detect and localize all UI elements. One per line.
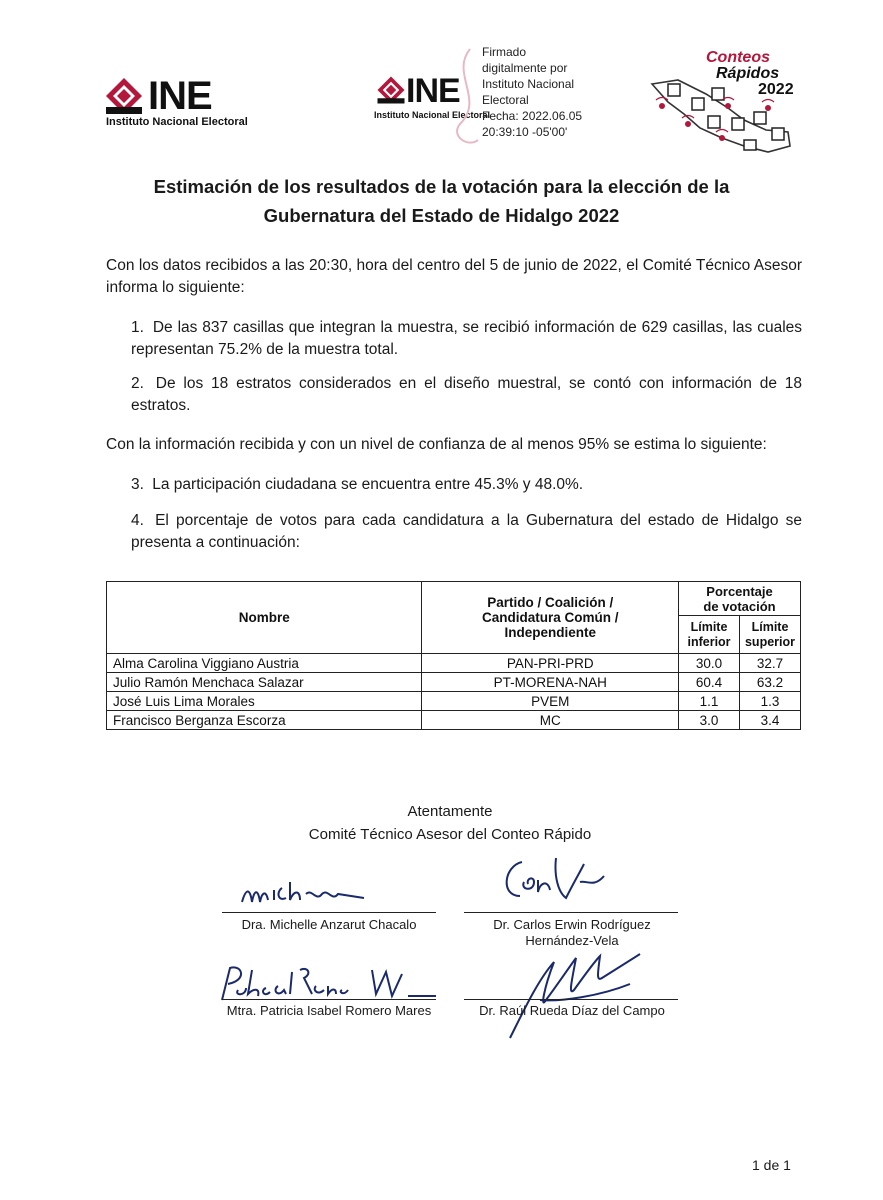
table-row xyxy=(107,673,801,692)
page-number: 1 de 1 xyxy=(752,1157,791,1173)
title-line: Estimación de los resultados de la votación para la elección de la xyxy=(153,176,730,197)
signature-time: 20:39:10 -05'00' xyxy=(482,125,568,139)
signatory-name-line: Dr. Raúl Rueda Díaz del Campo xyxy=(479,1003,665,1018)
list-item xyxy=(131,317,802,361)
title-line: Gubernatura del Estado de Hidalgo 2022 xyxy=(263,205,620,226)
signatory-name-line: Dra. Michelle Anzarut Chacalo xyxy=(241,917,417,932)
list-item xyxy=(131,510,802,554)
header-label: Nombre xyxy=(238,610,290,625)
ine-emblem-icon xyxy=(376,74,406,106)
cell-partido: PVEM xyxy=(422,692,679,711)
ine-wordmark: INE xyxy=(406,72,460,110)
header-label: Límite xyxy=(751,619,789,634)
header-partido xyxy=(422,582,679,654)
cell-partido: PT-MORENA-NAH xyxy=(422,673,679,692)
ine-subtitle: Instituto Nacional Electoral xyxy=(374,110,491,120)
list-item xyxy=(131,474,802,496)
header-label: Límite xyxy=(690,619,728,634)
document-title xyxy=(60,172,823,230)
conteos-year: 2022 xyxy=(758,81,794,98)
item-text: La participación ciudadana se encuentra entre 45.3% y 48.0%. xyxy=(152,476,584,493)
cell-superior: 63.2 xyxy=(740,673,801,692)
header-label: Porcentaje xyxy=(706,583,773,599)
ine-subtitle: Instituto Nacional Electoral xyxy=(106,116,248,128)
header-limite-superior xyxy=(740,616,801,654)
header-label: Partido / Coalición / xyxy=(487,595,614,610)
conteos-title: Conteos xyxy=(706,49,770,66)
closing-salutation: Atentamente xyxy=(407,803,493,820)
confidence-paragraph: Con la información recibida y con un nivel de confianza de al menos 95% se estima lo siguiente: xyxy=(106,436,767,453)
signature-date: Fecha: 2022.06.05 xyxy=(482,109,583,123)
cell-superior: 32.7 xyxy=(740,654,801,673)
results-table xyxy=(106,581,801,730)
conteos-rapidos-logo xyxy=(648,48,808,156)
table-row xyxy=(107,654,801,673)
item-text: De los 18 estratos considerados en el diseño muestral, se contó con información de 18 estratos. xyxy=(131,375,803,414)
ine-emblem-icon xyxy=(104,76,144,116)
signature-line: Instituto Nacional xyxy=(482,77,575,91)
item-number: 1. xyxy=(131,319,144,336)
header-nombre xyxy=(107,582,422,654)
handwritten-signature-icon xyxy=(236,868,376,918)
signatory-name-line: Dr. Carlos Erwin Rodríguez xyxy=(493,917,651,932)
header-porcentaje xyxy=(679,582,801,616)
header-label: Independiente xyxy=(504,625,596,640)
cell-partido: PAN-PRI-PRD xyxy=(422,654,679,673)
cell-nombre: Julio Ramón Menchaca Salazar xyxy=(107,673,422,692)
signature-rule xyxy=(222,912,436,913)
closing-block xyxy=(200,800,700,846)
handwritten-signature-icon xyxy=(494,852,614,912)
item-text: De las 837 casillas que integran la muestra, se recibió información de 629 casillas, las cuales representan 75.2% de la muestra total. xyxy=(131,319,803,358)
cell-inferior: 3.0 xyxy=(679,711,740,730)
signature-line: digitalmente por xyxy=(482,61,568,75)
signature-line: Electoral xyxy=(482,93,529,107)
item-number: 4. xyxy=(131,512,144,529)
signatory-name xyxy=(206,1003,452,1019)
signature-line: Firmado xyxy=(482,45,527,59)
cell-superior: 1.3 xyxy=(740,692,801,711)
signature-rule xyxy=(464,999,678,1000)
cell-superior: 3.4 xyxy=(740,711,801,730)
cell-inferior: 30.0 xyxy=(679,654,740,673)
cell-inferior: 60.4 xyxy=(679,673,740,692)
table-row xyxy=(107,692,801,711)
cell-nombre: Alma Carolina Viggiano Austria xyxy=(107,654,422,673)
item-text: El porcentaje de votos para cada candidatura a la Gubernatura del estado de Hidalgo se presenta a continuación: xyxy=(131,512,802,551)
item-number: 3. xyxy=(131,476,144,493)
signatory-name-line: Hernández-Vela xyxy=(525,933,619,948)
handwritten-signature-icon xyxy=(480,940,650,1044)
item-number: 2. xyxy=(131,375,144,392)
cell-partido: MC xyxy=(422,711,679,730)
signatory-name-line: Mtra. Patricia Isabel Romero Mares xyxy=(226,1003,432,1018)
cell-inferior: 1.1 xyxy=(679,692,740,711)
digital-signature-block xyxy=(482,44,612,140)
intro-paragraph: Con los datos recibidos a las 20:30, hora del centro del 5 de junio de 2022, el Comité Técnico Asesor informa lo siguiente: xyxy=(106,257,802,296)
header-label: inferior xyxy=(687,634,731,649)
ine-wordmark: INE xyxy=(148,74,212,118)
cell-nombre: José Luis Lima Morales xyxy=(107,692,422,711)
header-label: Candidatura Común / xyxy=(481,610,619,625)
header-label: de votación xyxy=(703,598,776,614)
conteos-subtitle: Rápidos xyxy=(716,65,780,82)
table-row xyxy=(107,711,801,730)
header-label: superior xyxy=(744,634,795,649)
signature-rule xyxy=(222,999,436,1000)
cell-nombre: Francisco Berganza Escorza xyxy=(107,711,422,730)
signatory-name xyxy=(212,917,446,933)
closing-committee: Comité Técnico Asesor del Conteo Rápido xyxy=(308,826,592,843)
header-limite-inferior xyxy=(679,616,740,654)
signatory-name xyxy=(462,1003,682,1019)
list-item xyxy=(131,373,802,417)
ine-logo-left xyxy=(104,72,274,132)
signature-rule xyxy=(464,912,678,913)
